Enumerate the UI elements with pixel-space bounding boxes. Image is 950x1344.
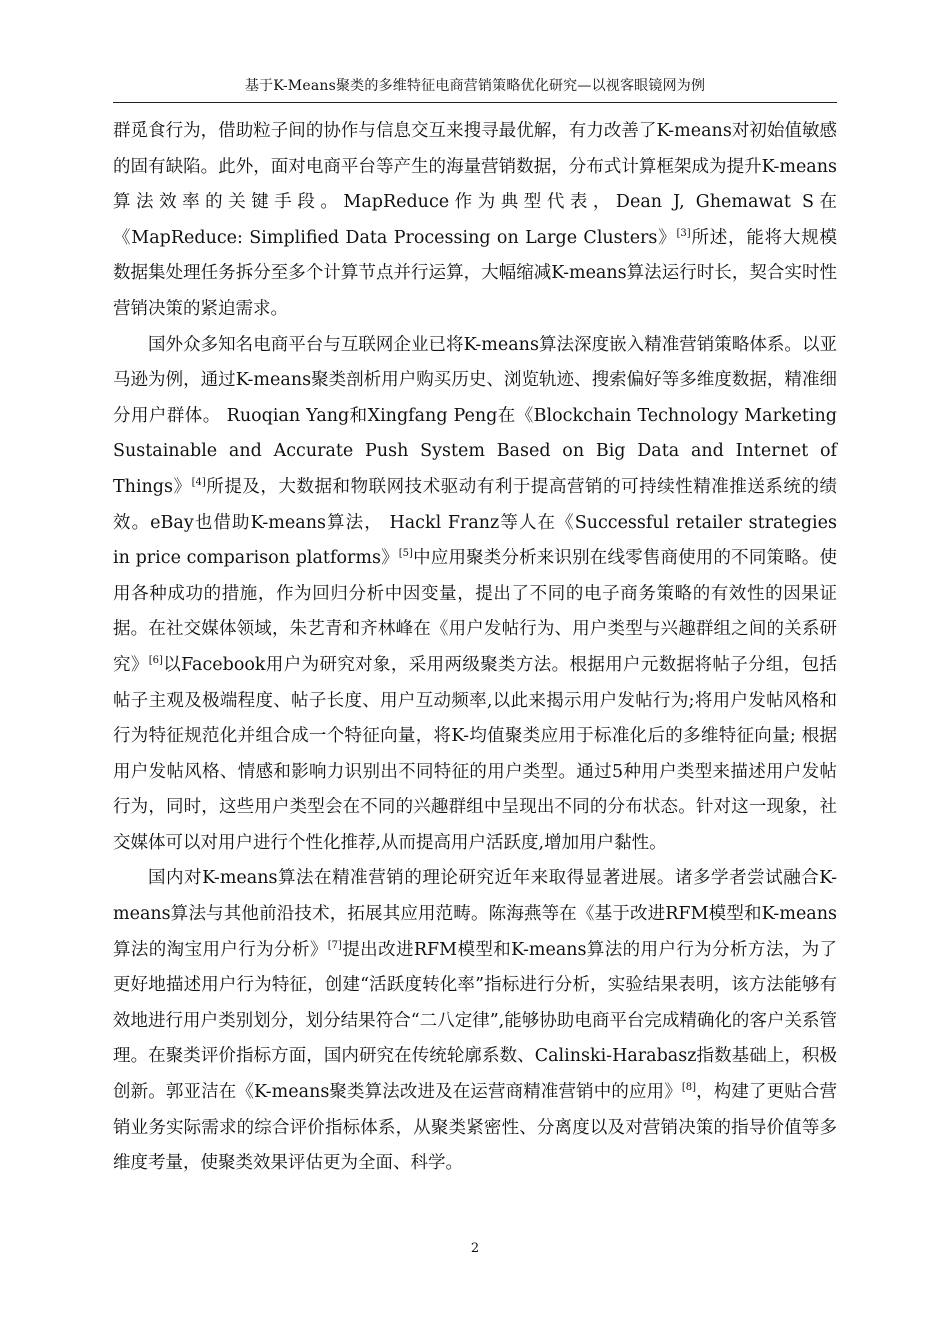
citation-7: [7] — [327, 939, 342, 951]
document-body — [113, 114, 837, 1182]
citation-6: [6] — [148, 655, 163, 667]
paragraph-text: 中应用聚类分析来识别在线零售商使用的不同策略。使用各种成功的措施，作为回归分析中因变量，提出了不同的电子商务策略的有效性的因果证据。在社交媒体领域，朱艺青和齐林峰在《用户发帖行为、用户类型与兴趣群组之间的关系研究》 — [113, 548, 837, 675]
paragraph-text: 所述，能将大规模数据集处理任务拆分至多个计算节点并行运算，大幅缩减K-means算法运行时长，契合实时性营销决策的紧迫需求。 — [113, 227, 837, 319]
citation-8: [8] — [681, 1082, 697, 1094]
page-number: 2 — [470, 1241, 480, 1256]
citation-3: [3] — [676, 227, 691, 239]
running-header: 基于K-Means聚类的多维特征电商营销策略优化研究—以视客眼镜网为例 — [244, 78, 706, 94]
paragraph-3 — [113, 861, 837, 1181]
citation-5: [5] — [398, 548, 413, 560]
paragraph-text: 以Facebook用户为研究对象，采用两级聚类方法。根据用户元数据将帖子分组，包括帖子主观及极端程度、帖子长度、用户互动频率,以此来揭示用户发帖行为;将用户发帖风格和行为特征规范化并组合成一个特征向量，将K-均值聚类应用于标准化后的多维特征向量; 根据用户发帖风格、情感和影响力识别出不同特征的用户类型。通过5种用户类型来描述用户发帖行为，同时，这些用户类型会在不同的兴趣群组中呈现出不同的分布状态。针对这一现象，社交媒体可以对用户进行个性化推荐,从而提高用户活跃度,增加用户黏性。 — [113, 654, 838, 853]
paragraph-2 — [113, 328, 837, 862]
paragraph-text: 国外众多知名电商平台与互联网企业已将K-means算法深度嵌入精准营销策略体系。以亚马逊为例，通过K-means聚类剖析用户购买历史、浏览轨迹、搜索偏好等多维度数据，精准细分用户群体。 Ruoqian Yang和Xingfang Peng在《Blockchain Technology Marketing Sustainable and Accurate Push System Based on Big Data and Internet of Things》 — [113, 334, 837, 497]
header-divider — [113, 102, 837, 103]
citation-4: [4] — [191, 477, 206, 489]
paragraph-text: 所提及，大数据和物联网技术驱动有利于提高营销的可持续性精准推送系统的绩效。eBay也借助K-means算法， Hackl Franz等人在《Successful retailer strategies in price comparison platforms》 — [113, 476, 838, 569]
paragraph-1 — [113, 114, 837, 328]
paragraph-text: 国内对K-means算法在精准营销的理论研究近年来取得显著进展。诸多学者尝试融合K-means算法与其他前沿技术，拓展其应用范畴。陈海燕等在《基于改进RFM模型和K-means算法的淘宝用户行为分析》 — [113, 868, 837, 960]
paragraph-text: 提出改进RFM模型和K-means算法的用户行为分析方法，为了更好地描述用户行为特征，创建“活跃度转化率”指标进行分析，实验结果表明，该方法能够有效地进行用户类别划分，划分结果符合“二八定律”,能够协助电商平台完成精确化的客户关系管理。在聚类评价指标方面，国内研究在传统轮廓系数、Calinski-Harabasz指数基础上，积极创新。郭亚洁在《K-means聚类算法改进及在运营商精准营销中的应用》 — [113, 939, 838, 1103]
paragraph-text: 群觅食行为，借助粒子间的协作与信息交互来搜寻最优解，有力改善了K-means对初始值敏感的固有缺陷。此外，面对电商平台等产生的海量营销数据，分布式计算框架成为提升K-means算法效率的关键手段。MapReduce作为典型代表，Dean J, Ghemawat S在《MapReduce: Simplified Data Processing on Large Clusters》 — [113, 121, 837, 248]
paragraph-text: ，构建了更贴合营销业务实际需求的综合评价指标体系，从聚类紧密性、分离度以及对营销决策的指导价值等多维度考量，使聚类效果评估更为全面、科学。 — [113, 1082, 837, 1174]
